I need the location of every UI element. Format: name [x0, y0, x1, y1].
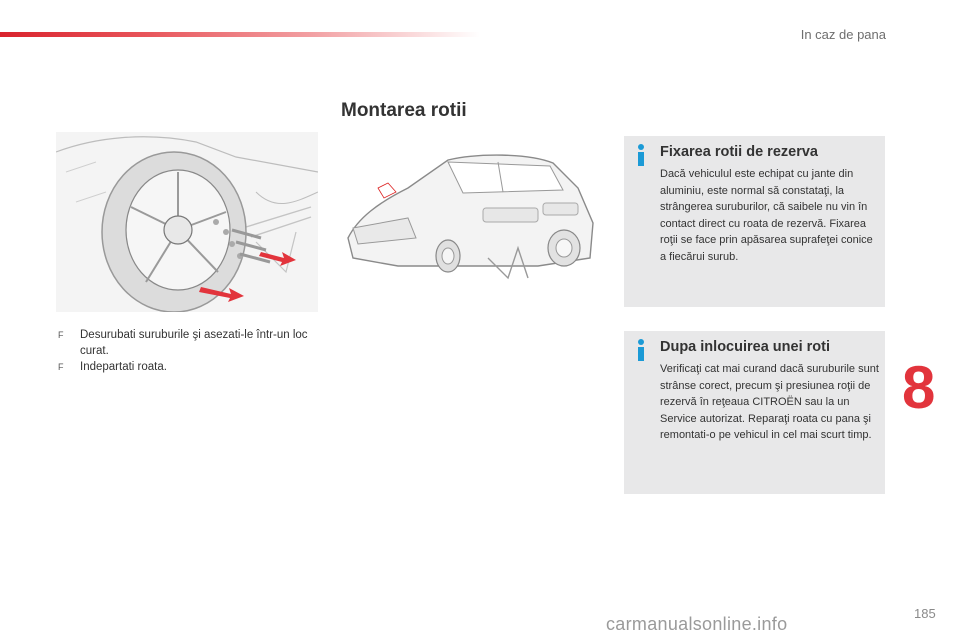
info-box-spare-wheel — [624, 136, 885, 307]
wheel-bolts-illustration — [56, 132, 318, 312]
watermark: carmanualsonline.info — [606, 614, 788, 634]
section-header: In caz de pana — [800, 27, 886, 42]
page-number: 185 — [914, 606, 936, 621]
instruction-text: Desurubati suruburile şi asezati-le într-un loc curat. — [80, 329, 308, 357]
bullet-marker: F — [58, 330, 64, 340]
info-box-title: Dupa inlocuirea unei roti — [660, 339, 830, 355]
list-item — [58, 327, 328, 359]
info-box-after-change — [624, 331, 885, 494]
bullet-marker: F — [58, 362, 64, 372]
page-title: Montarea rotii — [341, 100, 467, 121]
info-icon — [636, 144, 646, 166]
car-raised-illustration — [338, 148, 600, 293]
instruction-list — [58, 327, 328, 375]
info-box-body: Verificaţi cat mai curand dacă suruburile sunt strânse corect, precum şi presiunea roţii de rezervă în reţeaua CITROËN sau la un Service autorizat. Reparaţi roata cu pana şi remontati-o pe vehicul in cel mai scurt timp. — [660, 363, 879, 441]
info-box-title: Fixarea rotii de rezerva — [660, 144, 818, 160]
chapter-number: 8 — [902, 354, 936, 421]
info-box-body: Dacă vehiculul este echipat cu jante din aluminiu, este normal să constataţi, la strângerea suruburilor, că saibele nu vin în contact direct cu roata de rezervă. Fixarea roţii se face prin apăsarea suprafeţei conice a fiecărui surub. — [660, 168, 873, 263]
list-item — [58, 359, 328, 375]
instruction-text: Indepartati roata. — [80, 361, 167, 373]
info-icon — [636, 339, 646, 361]
top-accent-bar — [0, 32, 480, 37]
